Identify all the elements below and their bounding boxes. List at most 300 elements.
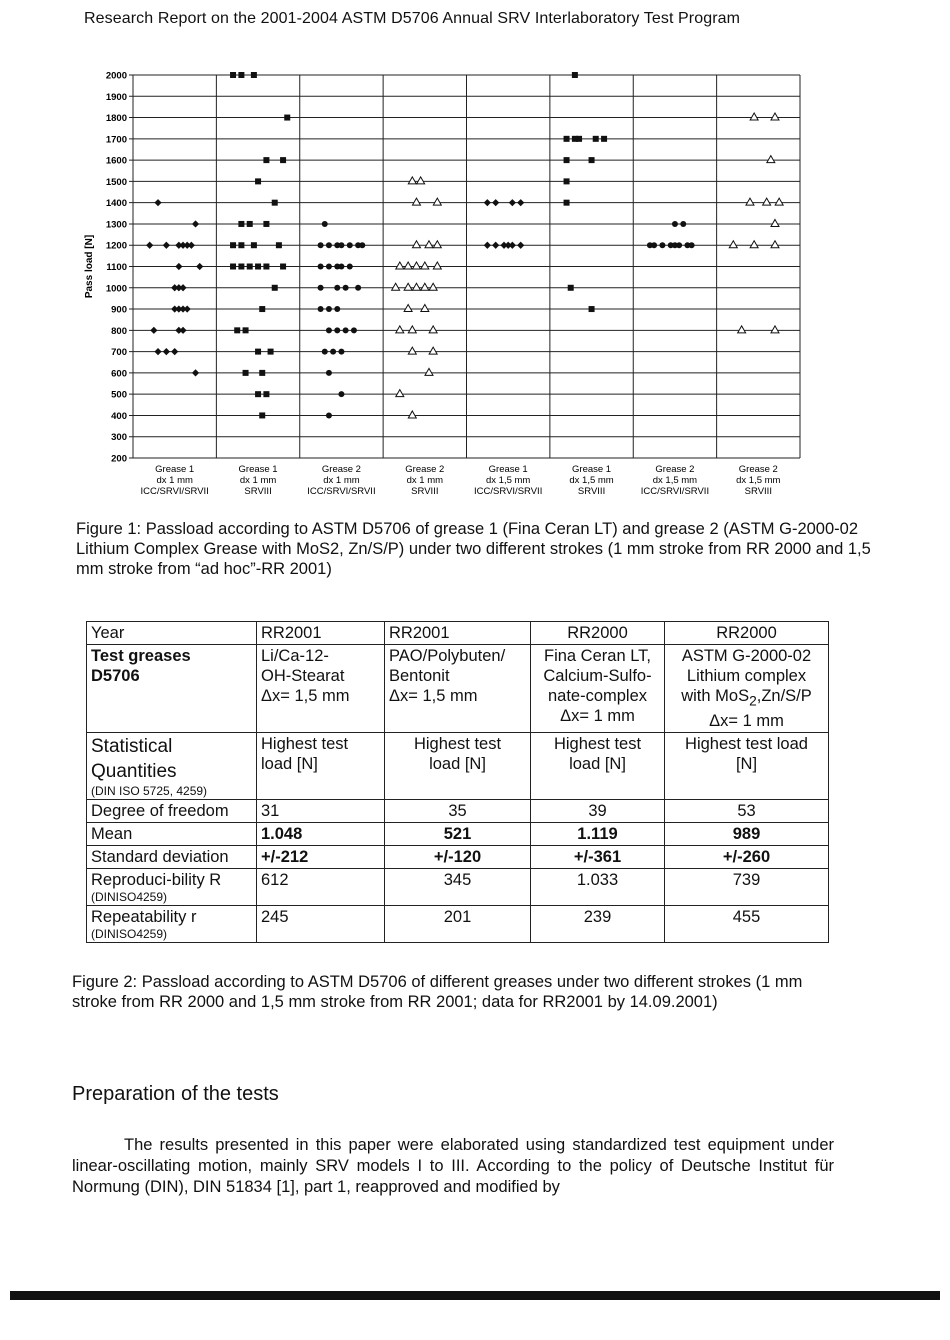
x-tick-label: dx 1 mm <box>239 475 277 486</box>
table-cell <box>87 800 257 823</box>
data-point-square <box>564 157 570 163</box>
table-cell <box>385 733 531 800</box>
data-point-diamond <box>509 199 516 206</box>
figure-2-caption: Figure 2: Passload according to ASTM D5706 of different greases under two different strokes (1 mm stroke from RR 2000 and 1,5 mm stroke from RR 2001; data for RR2001 by 14.09.2001) <box>72 973 803 1011</box>
data-point-circle <box>680 221 686 227</box>
y-tick-label: 700 <box>111 347 127 359</box>
x-tick-label: Grease 1 <box>155 464 195 475</box>
x-tick-label: dx 1,5 mm <box>652 475 698 486</box>
table-value: 989 <box>732 825 761 844</box>
y-tick-label: 1400 <box>105 198 127 210</box>
data-point-triangle <box>408 326 416 333</box>
data-point-circle <box>676 242 682 248</box>
table-value: RR2001 <box>261 624 322 642</box>
table-value: 39 <box>588 802 607 821</box>
table-value: Highest test load <box>685 735 808 754</box>
data-point-square <box>601 136 607 142</box>
table-cell <box>257 823 385 846</box>
y-tick-label: 200 <box>111 453 127 465</box>
grease-name: ASTM G-2000-02 <box>681 647 812 665</box>
data-point-triangle <box>404 283 412 290</box>
data-point-triangle <box>433 262 441 269</box>
data-point-square <box>576 136 582 142</box>
data-point-circle <box>326 242 332 248</box>
y-tick-label: 1300 <box>105 219 127 231</box>
data-point-circle <box>338 391 344 397</box>
data-point-square <box>230 242 236 248</box>
table-cell <box>385 645 531 733</box>
data-point-diamond <box>484 199 491 206</box>
data-point-square <box>230 264 236 270</box>
data-point-square <box>243 327 249 333</box>
data-point-square <box>259 306 265 312</box>
data-point-circle <box>689 242 695 248</box>
data-point-diamond <box>184 305 191 312</box>
table-cell <box>257 906 385 943</box>
table-cell <box>385 823 531 846</box>
data-point-square <box>263 157 269 163</box>
table-row-repeatability <box>87 906 829 943</box>
data-point-circle <box>359 242 365 248</box>
data-point-triangle <box>396 390 404 397</box>
stroke-value: Δx= 1,5 mm <box>389 687 478 705</box>
table-cell <box>385 846 531 869</box>
data-point-square <box>238 221 244 227</box>
row-label: Quantities <box>91 761 177 783</box>
x-tick-label: Grease 1 <box>238 464 278 475</box>
x-tick-label: SRVIII <box>577 486 606 497</box>
data-point-triangle <box>408 411 416 418</box>
stroke-value: Δx= 1 mm <box>560 707 635 725</box>
grease-name: OH-Stearat <box>261 667 345 685</box>
row-label-note: (DINISO4259) <box>91 927 168 942</box>
table-value: +/-260 <box>722 848 771 867</box>
grease-name: Fina Ceran LT, <box>544 647 651 665</box>
data-point-diamond <box>192 220 199 227</box>
row-label: Test greases <box>91 647 191 665</box>
data-point-triangle <box>738 326 746 333</box>
row-label: Standard deviation <box>91 848 229 867</box>
table-cell <box>385 869 531 906</box>
table-value: 31 <box>261 802 280 821</box>
table-cell <box>531 846 665 869</box>
data-point-circle <box>318 306 324 312</box>
y-tick-label: 2000 <box>105 70 127 82</box>
data-point-circle <box>326 327 332 333</box>
body-text <box>72 1135 834 1198</box>
x-tick-label: SRVIII <box>744 486 772 497</box>
data-point-triangle <box>412 241 420 248</box>
data-point-circle <box>343 327 349 333</box>
table-row-statistical-quantities <box>87 733 829 800</box>
row-label: Year <box>91 624 125 642</box>
table-cell <box>385 906 531 943</box>
grease-name: Li/Ca-12- <box>261 647 329 665</box>
data-point-circle <box>334 306 340 312</box>
x-tick-label: Grease 2 <box>655 464 695 475</box>
data-point-triangle <box>767 156 775 163</box>
table-row-year <box>87 622 829 645</box>
y-tick-label: 300 <box>111 432 127 444</box>
data-point-triangle <box>763 198 771 205</box>
table-row-mean <box>87 823 829 846</box>
table-cell <box>257 846 385 869</box>
data-point-circle <box>326 370 332 376</box>
y-tick-label: 1800 <box>105 113 127 125</box>
table-cell <box>531 622 665 645</box>
x-tick-label: ICC/SRVI/SRVII <box>140 486 209 497</box>
data-point-triangle <box>421 283 429 290</box>
data-point-triangle <box>421 262 429 269</box>
data-point-square <box>589 306 595 312</box>
data-point-circle <box>651 242 657 248</box>
table-value: 1.119 <box>577 825 618 844</box>
row-label: Repeatability r <box>91 908 197 927</box>
data-point-square <box>230 72 236 78</box>
row-label-note: (DINISO4259) <box>91 890 168 905</box>
data-point-triangle <box>408 177 416 184</box>
table-cell <box>87 869 257 906</box>
table-cell <box>665 800 829 823</box>
data-point-circle <box>326 412 332 418</box>
data-point-square <box>263 264 269 270</box>
data-point-circle <box>355 285 361 291</box>
table-row-test-greases <box>87 645 829 733</box>
data-point-circle <box>322 221 328 227</box>
data-point-triangle <box>421 305 429 312</box>
x-tick-label: Grease 1 <box>572 464 612 475</box>
data-point-triangle <box>775 198 783 205</box>
data-point-triangle <box>408 347 416 354</box>
y-tick-label: 1700 <box>105 134 127 146</box>
x-tick-label: dx 1,5 mm <box>486 475 531 486</box>
data-point-triangle <box>729 241 737 248</box>
table-cell <box>665 645 829 733</box>
table-value: [N] <box>735 755 758 774</box>
data-point-square <box>234 327 240 333</box>
table-cell <box>665 733 829 800</box>
passload-chart <box>76 64 806 514</box>
row-label: D5706 <box>91 667 140 685</box>
table-cell <box>665 869 829 906</box>
data-point-square <box>268 349 274 355</box>
data-point-square <box>259 370 265 376</box>
table-value: 345 <box>443 871 472 890</box>
data-point-square <box>564 178 570 184</box>
data-point-square <box>251 72 257 78</box>
table-cell <box>531 869 665 906</box>
data-point-square <box>255 264 261 270</box>
data-point-triangle <box>396 326 404 333</box>
table-row-standard-deviation <box>87 846 829 869</box>
x-tick-label: dx 1,5 mm <box>569 475 614 486</box>
grease-name: Bentonit <box>389 667 450 685</box>
data-point-circle <box>672 221 678 227</box>
table-cell <box>531 906 665 943</box>
data-point-diamond <box>175 263 182 270</box>
table-cell <box>87 733 257 800</box>
table-value: 1.033 <box>576 871 619 890</box>
x-tick-label: ICC/SRVI/SRVII <box>307 486 376 497</box>
data-point-circle <box>318 264 324 270</box>
data-point-square <box>280 157 286 163</box>
footer-rule <box>10 1291 940 1300</box>
data-point-triangle <box>771 241 779 248</box>
row-label-note: (DIN ISO 5725, 4259) <box>91 784 208 799</box>
data-point-triangle <box>771 326 779 333</box>
table-value: 1.048 <box>261 825 303 844</box>
data-point-triangle <box>433 241 441 248</box>
data-point-circle <box>347 242 353 248</box>
data-point-square <box>272 285 278 291</box>
table-value: 739 <box>732 871 761 890</box>
data-point-diamond <box>517 242 524 249</box>
data-point-diamond <box>154 199 161 206</box>
x-tick-label: Grease 2 <box>738 464 778 475</box>
data-point-diamond <box>192 369 199 376</box>
table-cell <box>257 622 385 645</box>
data-point-square <box>247 264 253 270</box>
data-point-square <box>255 349 261 355</box>
data-point-triangle <box>404 305 412 312</box>
data-point-square <box>589 157 595 163</box>
data-point-circle <box>326 264 332 270</box>
stroke-value: Δx= 1 mm <box>709 712 784 731</box>
data-point-diamond <box>146 242 153 249</box>
x-tick-label: SRVIII <box>411 486 439 497</box>
running-header: Research Report on the 2001-2004 ASTM D5706 Annual SRV Interlaboratory Test Program <box>84 10 741 27</box>
row-label: Degree of freedom <box>91 802 229 821</box>
y-tick-label: 1900 <box>105 91 127 103</box>
subscript: 2 <box>749 693 757 709</box>
data-point-triangle <box>429 283 437 290</box>
table-cell <box>665 846 829 869</box>
table-cell <box>385 800 531 823</box>
table-cell <box>87 622 257 645</box>
y-tick-label: 500 <box>111 389 127 401</box>
data-point-square <box>255 391 261 397</box>
table-value: RR2001 <box>389 624 450 642</box>
data-point-circle <box>347 264 353 270</box>
data-point-square <box>238 72 244 78</box>
data-point-diamond <box>163 242 170 249</box>
y-tick-label: 900 <box>111 304 127 316</box>
x-tick-label: Grease 1 <box>488 464 528 475</box>
table-cell <box>665 823 829 846</box>
x-tick-label: dx 1 mm <box>323 475 360 486</box>
data-point-diamond <box>509 242 516 249</box>
data-point-circle <box>338 242 344 248</box>
data-point-triangle <box>396 262 404 269</box>
data-point-diamond <box>517 199 524 206</box>
data-point-square <box>272 200 278 206</box>
data-point-diamond <box>188 242 195 249</box>
data-point-diamond <box>179 284 186 291</box>
data-point-diamond <box>492 199 499 206</box>
x-tick-label: dx 1 mm <box>156 475 193 486</box>
x-tick-label: Grease 2 <box>321 464 361 475</box>
data-point-square <box>284 115 290 121</box>
y-tick-label: 1600 <box>105 155 127 167</box>
table-cell <box>257 800 385 823</box>
table-cell <box>385 622 531 645</box>
data-point-square <box>568 285 574 291</box>
row-label: Mean <box>91 825 133 844</box>
data-point-triangle <box>433 198 441 205</box>
data-point-square <box>255 178 261 184</box>
data-point-square <box>243 370 249 376</box>
table-value: Highest test <box>261 735 349 754</box>
figure-1-caption: Figure 1: Passload according to ASTM D5706 of grease 1 (Fina Ceran LT) and grease 2 (ASTM G-2000-02 Lithium Complex Grease with MoS2, Zn/S/P) under two different strokes (1 mm stroke from RR 2000 and 1,5 mm stroke from “ad hoc”-RR 2001) <box>76 520 871 578</box>
table-value: +/-120 <box>433 848 482 867</box>
table-value: +/-361 <box>573 848 622 867</box>
data-point-triangle <box>750 241 758 248</box>
table-value: Highest test <box>553 735 642 754</box>
grease-desc: nate-complex <box>547 687 648 705</box>
data-point-triangle <box>417 177 425 184</box>
x-tick-label: dx 1,5 mm <box>736 475 781 486</box>
data-point-square <box>263 391 269 397</box>
table-value: load [N] <box>569 755 626 774</box>
table-cell <box>87 823 257 846</box>
table-cell <box>257 645 385 733</box>
x-tick-label: Grease 2 <box>405 464 445 475</box>
data-point-square <box>263 221 269 227</box>
data-point-square <box>251 242 257 248</box>
data-point-diamond <box>171 348 178 355</box>
y-tick-label: 1500 <box>105 176 127 188</box>
table-value: 455 <box>732 908 761 927</box>
table-value: load [N] <box>261 755 318 774</box>
data-point-triangle <box>412 283 420 290</box>
data-point-circle <box>318 285 324 291</box>
table-cell <box>531 823 665 846</box>
data-point-square <box>572 72 578 78</box>
data-point-diamond <box>492 242 499 249</box>
data-point-circle <box>338 264 344 270</box>
data-point-circle <box>343 285 349 291</box>
table-cell <box>665 906 829 943</box>
data-point-triangle <box>404 262 412 269</box>
data-point-triangle <box>771 113 779 120</box>
data-point-triangle <box>392 283 400 290</box>
data-point-circle <box>338 349 344 355</box>
row-label: Reproduci-bility R <box>91 871 222 890</box>
data-point-circle <box>659 242 665 248</box>
data-point-triangle <box>771 219 779 226</box>
x-tick-label: dx 1 mm <box>406 475 444 486</box>
data-point-square <box>238 264 244 270</box>
table-value: 521 <box>443 825 472 844</box>
data-point-square <box>247 221 253 227</box>
data-point-triangle <box>429 347 437 354</box>
table-value: Highest test <box>413 735 502 754</box>
data-point-square <box>564 136 570 142</box>
y-tick-label: 1200 <box>105 240 127 252</box>
table-value: +/-212 <box>261 848 309 867</box>
data-point-diamond <box>150 327 157 334</box>
table-value: 239 <box>583 908 612 927</box>
y-tick-label: 1000 <box>105 283 127 295</box>
table-cell <box>257 869 385 906</box>
data-point-triangle <box>746 198 754 205</box>
y-tick-label: 600 <box>111 368 127 380</box>
grease-desc-part: ,Zn/S/P <box>756 687 812 705</box>
grease-desc: Calcium-Sulfo- <box>543 667 652 685</box>
stroke-value: Δx= 1,5 mm <box>261 687 350 705</box>
table-value: 53 <box>737 802 756 821</box>
table-value: 201 <box>443 908 472 927</box>
table-value: load [N] <box>429 755 486 774</box>
data-point-diamond <box>154 348 161 355</box>
data-point-circle <box>334 327 340 333</box>
table-value: 35 <box>448 802 467 821</box>
data-point-triangle <box>412 262 420 269</box>
table-cell <box>531 800 665 823</box>
data-point-square <box>564 200 570 206</box>
y-tick-label: 1100 <box>106 262 127 273</box>
y-axis-label: Pass load [N] <box>84 234 95 299</box>
data-point-square <box>280 264 286 270</box>
table-cell <box>87 906 257 943</box>
data-point-triangle <box>425 368 433 375</box>
data-point-circle <box>330 349 336 355</box>
data-point-triangle <box>429 326 437 333</box>
x-tick-label: ICC/SRVI/SRVII <box>474 486 543 497</box>
grease-desc: Lithium complex <box>686 667 807 685</box>
table-row-reproducibility <box>87 869 829 906</box>
data-point-circle <box>334 285 340 291</box>
data-point-square <box>276 242 282 248</box>
table-cell <box>87 645 257 733</box>
data-point-circle <box>351 327 357 333</box>
y-tick-label: 800 <box>111 325 127 337</box>
table-cell <box>665 622 829 645</box>
grease-name: PAO/Polybuten/ <box>389 647 506 665</box>
data-point-circle <box>322 349 328 355</box>
table-value: 612 <box>261 871 289 890</box>
table-cell <box>531 645 665 733</box>
data-point-circle <box>318 242 324 248</box>
x-tick-label: SRVIII <box>244 486 272 497</box>
data-point-triangle <box>412 198 420 205</box>
data-point-triangle <box>425 241 433 248</box>
data-point-square <box>593 136 599 142</box>
data-point-diamond <box>484 242 491 249</box>
body-paragraph: The results presented in this paper were elaborated using standardized test equipment under linear-oscillating motion, mainly SRV models I to III. According to the policy of Deutsche Institut für Normung (DIN), DIN 51834 [1], part 1, reapproved and modified by <box>72 1136 834 1196</box>
grease-desc-part: with MoS <box>681 687 750 705</box>
data-point-diamond <box>196 263 203 270</box>
data-point-circle <box>326 306 332 312</box>
table-cell <box>257 733 385 800</box>
table-value: RR2000 <box>567 624 628 642</box>
table-value: RR2000 <box>716 624 777 642</box>
table-cell <box>87 846 257 869</box>
x-tick-label: ICC/SRVI/SRVII <box>640 486 710 497</box>
data-point-diamond <box>163 348 170 355</box>
data-point-square <box>238 242 244 248</box>
table-cell <box>531 733 665 800</box>
grease-desc <box>669 686 824 711</box>
row-label: Statistical <box>91 736 173 758</box>
section-heading: Preparation of the tests <box>72 1083 279 1105</box>
results-table <box>86 621 829 943</box>
table-row-degree-of-freedom <box>87 800 829 823</box>
data-point-diamond <box>179 327 186 334</box>
y-tick-label: 400 <box>111 410 127 422</box>
data-point-triangle <box>750 113 758 120</box>
data-point-square <box>259 412 265 418</box>
